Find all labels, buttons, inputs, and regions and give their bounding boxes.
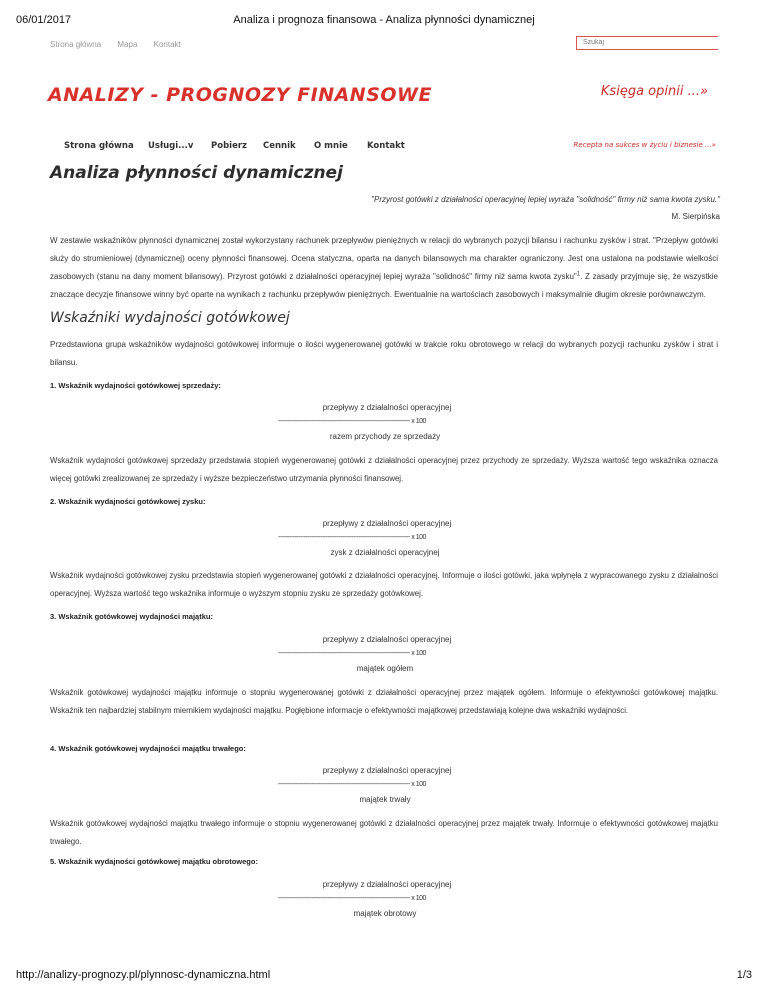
formula-line: ------------------------------------------------------------------------ x 100 — [278, 534, 426, 541]
site-title[interactable]: ANALIZY - PROGNOZY FINANSOWE — [48, 84, 432, 106]
nav-about[interactable]: O mnie — [314, 141, 348, 151]
item-title: 2. Wskaźnik wydajności gotówkowej zysku: — [50, 497, 206, 506]
print-header — [0, 0, 768, 32]
formula-line: ------------------------------------------------------------------------ x 100 — [278, 781, 426, 788]
quote-author: M. Sierpińska — [671, 212, 720, 221]
item-title: 1. Wskaźnik wydajności gotówkowej sprzedaży: — [50, 381, 221, 390]
topnav-map-link[interactable]: Mapa — [117, 40, 138, 49]
nav-pricing[interactable]: Cennik — [263, 141, 296, 151]
page-title: Analiza płynności dynamicznej — [50, 163, 343, 183]
formula-numerator: przepływy z działalności operacyjnej — [322, 519, 452, 528]
formula-numerator: przepływy z działalności operacyjnej — [322, 880, 452, 889]
section-intro: Przedstawiona grupa wskaźników wydajności gotówkowej informuje o ilości wygenerowanej gotówki w trakcie roku obrotowego w relacji do wybranych pozycji rachunku zysków i strat i bilansu. — [50, 340, 718, 367]
formula-denominator: majątek ogółem — [356, 664, 414, 673]
footnote-ref[interactable]: 1 — [576, 271, 581, 278]
formula-denominator: majątek obrotowy — [353, 909, 417, 918]
guestbook-link[interactable]: Księga opinii ...» — [600, 84, 708, 99]
formula-line: ------------------------------------------------------------------------ x 100 — [278, 650, 426, 657]
print-page-number: 1/3 — [736, 969, 752, 981]
formula-denominator: razem przychody ze sprzedaży — [329, 432, 441, 441]
item-description: Wskaźnik wydajności gotówkowej sprzedaży przedstawia stopień wygenerowanej gotówki z działalności operacyjnej przez przychody ze sprzedaży. Wyższa wartość tego wskaźnika oznacza więcej gotówki zrealizowanej ze sprzedaży i wyższe bezpieczeństwo utrzymania płynności finansowej. — [50, 456, 718, 483]
nav-download[interactable]: Pobierz — [211, 141, 247, 151]
print-url: http://analizy-prognozy.pl/plynnosc-dynamiczna.html — [16, 969, 271, 981]
nav-contact[interactable]: Kontakt — [367, 141, 405, 151]
formula-numerator: przepływy z działalności operacyjnej — [322, 766, 452, 775]
item-title: 5. Wskaźnik wydajności gotówkowej majątku obrotowego: — [50, 857, 258, 866]
intro-paragraph — [50, 232, 718, 304]
item-description: Wskaźnik gotówkowej wydajności majątku trwałego informuje o stopniu wygenerowanej gotówki z działalności operacyjnej przez majątek trwały. Informuje o efektywności gotówkowej majątku trwałego. — [50, 819, 718, 846]
item-description: Wskaźnik wydajności gotówkowej zysku przedstawia stopień wygenerowanej gotówki z działalności operacyjnej. Informuje o ilości gotówki, jaka wpłynęła z wypracowanego zysku z działalności operacyjnej. Wyższa wartość tego wskaźnika informuje o wyższym stopniu zysku ze sprzedaży gotówkowej. — [50, 571, 718, 598]
formula-denominator: majątek trwały — [359, 795, 411, 804]
item-title: 4. Wskaźnik gotówkowej wydajności majątku trwałego: — [50, 744, 246, 753]
section-title: Wskaźniki wydajności gotówkowej — [50, 310, 290, 326]
print-footer — [0, 962, 768, 990]
topnav-contact-link[interactable]: Kontakt — [153, 40, 181, 49]
quote-text: "Przyrost gotówki z działalności operacyjnej lepiej wyraża "solidność" firmy niż sama kwota zysku." — [371, 195, 720, 204]
formula-line: ------------------------------------------------------------------------ x 100 — [278, 895, 426, 902]
intro-text-cont: . Z zasady przyjmuje się, że wszystkie znaczące decyzje finansowe winny być oparte na wynikach z rachunku przepływów pieniężnych. Ewentualnie na wartościach zasobowych i maksymalnie długim okresie porównawczym. — [50, 272, 718, 299]
search-input[interactable] — [576, 36, 718, 50]
formula-denominator: zysk z działalności operacyjnej — [330, 548, 440, 557]
nav-services[interactable]: Usługi...v — [148, 141, 194, 151]
item-description: Wskaźnik gotówkowej wydajności majątku informuje o stopniu wygenerowanej gotówki z działalności operacyjnej przez majątek ogółem. Informuje o efektywności gotówkowej majątku. Wskaźnik ten najbardziej stabilnym miernikiem wydajności majątku. Pogłębione informacje o efektywności majątkowej przedstawiają kolejne dwa wskaźniki wydajności. — [50, 688, 718, 715]
print-date: 06/01/2017 — [16, 14, 72, 26]
item-title: 3. Wskaźnik gotówkowej wydajności majątku: — [50, 612, 213, 621]
print-title: Analiza i prognoza finansowa - Analiza płynności dynamicznej — [233, 14, 535, 26]
formula-line: ------------------------------------------------------------------------ x 100 — [278, 418, 426, 425]
nav-home[interactable]: Strona główna — [64, 141, 134, 151]
formula-numerator: przepływy z działalności operacyjnej — [322, 635, 452, 644]
intro-text: W zestawie wskaźników płynności dynamicznej został wykorzystany rachunek przepływów pieniężnych w relacji do wybranych pozycji bilansu i rachunku zysków i strat. "Przepływ gotówki służy do strumieniowej (dynamicznej) oceny płynności finansowej. Ocena statyczna, oparta na danych bilansowych ma charakter ograniczony. Jest ona ustalona na podstawie wielkości zasobowych (stanu na dany moment bilansowy). Przyrost gotówki z działalności operacyjnej lepiej wyraża "solidność" firmy niż sama kwota zysku" — [50, 236, 718, 281]
formula-numerator: przepływy z działalności operacyjnej — [322, 403, 452, 412]
topnav-home-link[interactable]: Strona główna — [50, 40, 102, 49]
top-nav — [50, 40, 195, 49]
tagline-link[interactable]: Recepta na sukces w życiu i biznesie ...» — [573, 141, 716, 149]
